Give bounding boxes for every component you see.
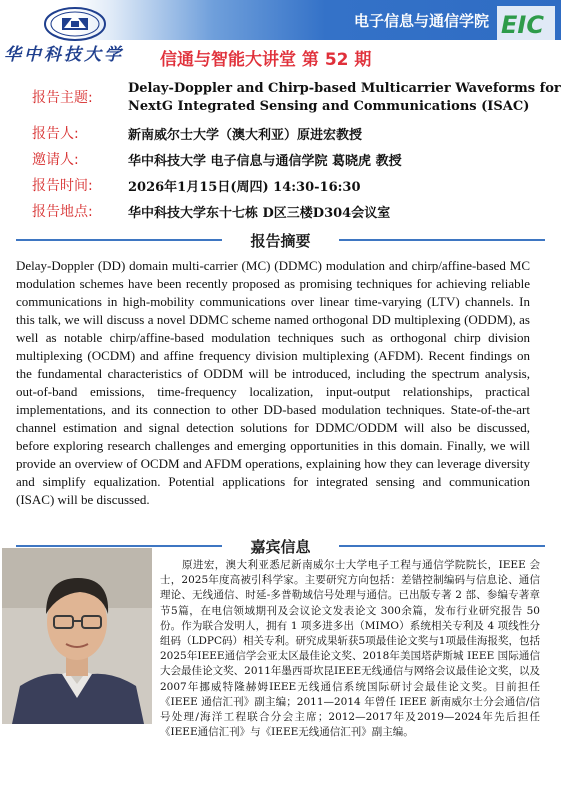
topic-value: [128, 80, 561, 116]
venue-label: 报告地点:: [32, 204, 93, 220]
time-value: 2026年1月15日(周四) 14:30-16:30: [128, 180, 361, 195]
school-name: 电子信息与通信学院: [353, 12, 489, 30]
speaker-photo: [2, 548, 152, 724]
speaker-value: 新南威尔士大学（澳大利亚）原进宏教授: [128, 128, 363, 143]
header: [0, 0, 561, 78]
divider-line: [339, 239, 545, 241]
eic-logo-text: EIC: [501, 11, 544, 39]
guest-heading: 嘉宾信息: [250, 538, 311, 556]
inviter-value: 华中科技大学 电子信息与通信学院 葛晓虎 教授: [128, 154, 402, 169]
lecture-title: 信通与智能大讲堂 第 52 期: [160, 50, 372, 70]
topic-label: 报告主题:: [32, 90, 93, 106]
inviter-label: 邀请人:: [32, 152, 79, 168]
topic-line-1: Delay-Doppler and Chirp-based Multicarrier Waveforms for: [128, 81, 561, 96]
abstract-heading: 报告摘要: [250, 232, 311, 250]
speaker-label: 报告人:: [32, 126, 79, 142]
hust-emblem-logo: [42, 6, 108, 42]
divider-line: [339, 545, 545, 547]
topic-line-2: NextG Integrated Sensing and Communications (ISAC): [128, 99, 530, 114]
abstract-text: Delay-Doppler (DD) domain multi-carrier (MC) (DDMC) modulation and chirp/affine-based MC modulation schemes have been recently proposed as promising techniques for achieving reliable communications in high-mobility communications over linear time-varying (LTV) channels. In this talk, we will discuss a novel DDMC scheme named orthogonal DD multiplexing (ODDM), as well as notable chirp/affine-based modulation techniques such as orthogonal chirp division multiplexing (OCDM) and affine frequency division multiplexing (AFDM). Recent findings on the fundamental characteristics of ODDM will be introduced, including the spectrum analysis, out-of-band emissions, time-frequency localization, input-output relationships, practical implementations, and its connection to other DD-based modulation techniques. State-of-the-art channel estimation and signal detection solutions for DDMC/ODDM will also be discussed, before exploring research challenges and emerging opportunities in this domain. Finally, we will provide an overview of OCDM and AFDM operations, explaining how they can leverage diversity and simplify equalization. Potential applications for integrated sensing and communication (ISAC) will be discussed.: [16, 258, 530, 507]
guest-bio: 原进宏，澳大利亚悉尼新南威尔士大学电子工程与通信学院院长，IEEE 会士，2025年度高被引科学家。主要研究方向包括：差错控制编码与信息论、通信理论、无线通信、时延-多普勒域信号处理与通信。已出版专著 2 部、参编专著章节5篇，在电信领域期刊及会议论文发表论文 300余篇，发布行业研究报告 50 份。作为联合发明人，拥有 1 项多进多出（MIMO）系统相关专利及 4 项线性分组码（LDPC码）相关专利。研究成果斩获5项最佳论文奖与1项最佳海报奖，包括 2025年IEEE通信学会亚太区最佳论文奖、2018年美国塔萨斯城 IEEE 国际通信大会最佳论文奖、2011年墨西哥坎昆IEEE无线通信与网络会议最佳论文奖，以及2007年挪威特隆赫姆IEEE无线通信系统国际研讨会最佳论文奖。目前担任《IEEE 通信汇刊》副主编；2011—2014 年曾任 IEEE 新南威尔士分会通信/信号处理/海洋工程联合分会主席；2012—2017年及2019—2024年先后担任《IEEE通信汇刊》与《IEEE无线通信汇刊》副主编。: [160, 559, 540, 739]
hust-name-calligraphy: 华中科技大学: [4, 45, 124, 65]
abstract-heading-row: [16, 230, 545, 250]
venue-value: 华中科技大学东十七栋 D区三楼D304会议室: [128, 206, 391, 221]
eic-logo: [497, 6, 555, 40]
time-label: 报告时间:: [32, 178, 93, 194]
